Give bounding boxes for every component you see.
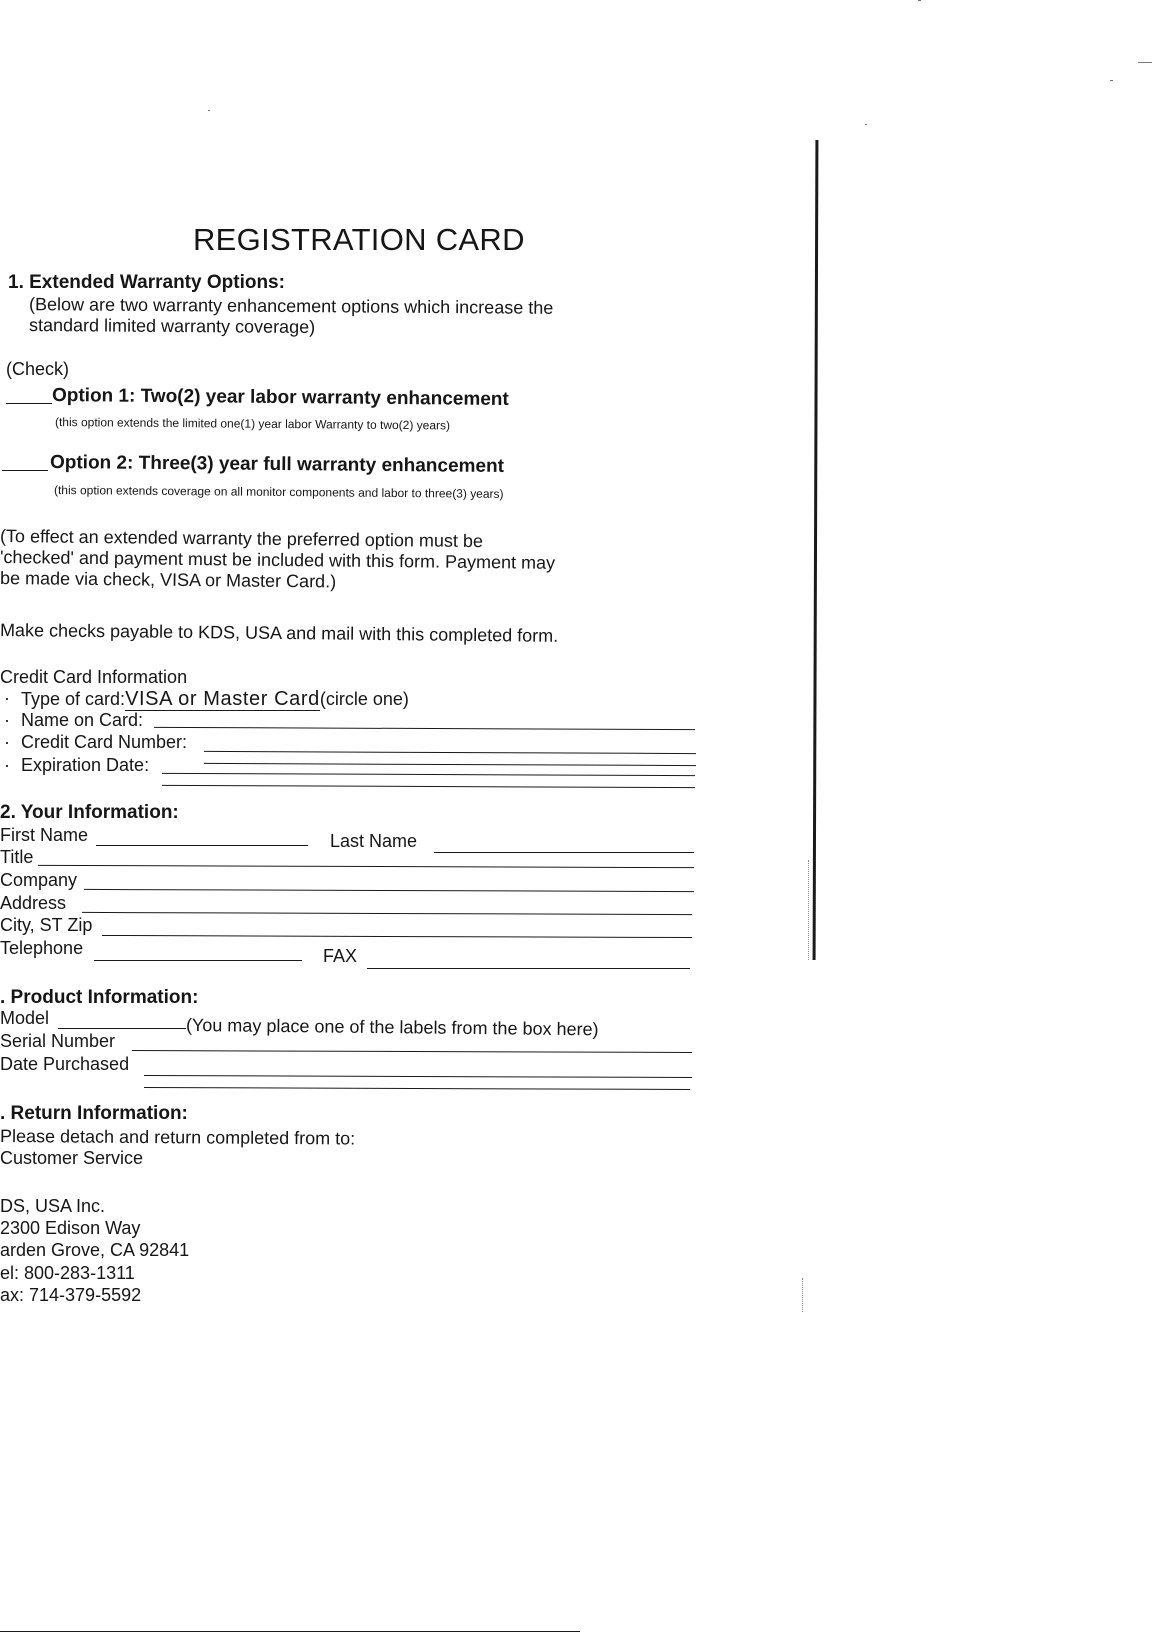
first-name-label: First Name [0, 825, 89, 845]
fax-label: FAX [323, 946, 358, 966]
bullet-1: · [4, 688, 10, 708]
card-type-row [21, 688, 409, 711]
return-address1: DS, USA Inc. [0, 1196, 106, 1216]
telephone-label: Telephone [0, 938, 84, 958]
return-telephone: el: 800-283-1311 [0, 1263, 135, 1283]
scan-edge-line [813, 140, 819, 960]
warranty-intro-line1: (Below are two warranty enhancement options which increase the [28, 294, 554, 318]
address-field[interactable] [82, 912, 692, 915]
section1-heading: 1. Extended Warranty Options: [8, 272, 285, 293]
effect-line1: (To effect an extended warranty the preferred option must be [0, 526, 484, 552]
last-name-field[interactable] [434, 852, 694, 853]
option2-check-blank[interactable] [2, 470, 48, 471]
serial-label: Serial Number [0, 1031, 116, 1051]
scan-speck-5 [865, 124, 867, 125]
return-line1: Please detach and return completed from to: [0, 1126, 356, 1149]
date-purchased-field-underline [144, 1087, 690, 1090]
return-address2: 2300 Edison Way [0, 1218, 141, 1238]
option1-label: Option 1: Two(2) year labor warranty enhancement [51, 385, 509, 410]
fax-field[interactable] [367, 968, 690, 969]
return-line2: Customer Service [0, 1148, 144, 1168]
return-address3: arden Grove, CA 92841 [0, 1240, 190, 1260]
first-name-field[interactable] [96, 845, 308, 846]
date-purchased-label: Date Purchased [0, 1054, 130, 1074]
warranty-intro-line2: standard limited warranty coverage) [28, 315, 316, 337]
bullet-2: · [4, 710, 10, 730]
card-title: REGISTRATION CARD [193, 222, 525, 257]
card-number-field[interactable] [204, 751, 696, 754]
bullet-3: · [4, 732, 10, 752]
scan-speck-2 [1138, 62, 1152, 63]
serial-field[interactable] [132, 1050, 692, 1053]
checks-payable-line: Make checks payable to KDS, USA and mail with this completed form. [0, 620, 559, 646]
option2-label: Option 2: Three(3) year full warranty enhancement [49, 452, 505, 477]
return-fax: ax: 714-379-5592 [0, 1285, 142, 1305]
card-expiration-label: Expiration Date: [21, 755, 150, 775]
company-field[interactable] [84, 889, 694, 892]
card-type-options[interactable]: VISA or Master Card [125, 688, 320, 710]
section2-heading: 2. Your Information: [0, 802, 179, 823]
option1-note: (this option extends the limited one(1) year labor Warranty to two(2) years) [54, 415, 451, 433]
section3-heading: . Product Information: [0, 987, 199, 1008]
card-name-field[interactable] [154, 727, 695, 730]
company-label: Company [0, 870, 78, 890]
model-label: Model [0, 1008, 50, 1028]
date-purchased-field[interactable] [144, 1075, 692, 1078]
title-label: Title [0, 847, 34, 867]
address-label: Address [0, 893, 67, 913]
title-field[interactable] [38, 865, 694, 868]
card-type-suffix: (circle one) [319, 689, 409, 709]
scan-speck-1 [918, 0, 921, 1]
effect-line2: 'checked' and payment must be included with this form. Payment may [0, 547, 556, 573]
section4-heading: . Return Information: [0, 1103, 188, 1124]
option1-check-blank[interactable] [6, 403, 52, 404]
card-name-label: Name on Card: [21, 710, 144, 730]
scan-speck-3 [1110, 80, 1113, 81]
scan-dots-2 [802, 1278, 804, 1312]
model-field[interactable] [58, 1028, 186, 1029]
telephone-field[interactable] [94, 960, 302, 961]
card-expiration-field[interactable] [162, 773, 695, 776]
scan-speck-4 [208, 110, 210, 111]
option2-note: (this option extends coverage on all monitor components and labor to three(3) years) [53, 483, 504, 501]
model-note: (You may place one of the labels from the box here) [185, 1015, 599, 1040]
effect-line3: be made via check, VISA or Master Card.) [0, 568, 337, 592]
check-label: (Check) [6, 359, 70, 379]
city-field[interactable] [102, 935, 692, 938]
city-label: City, ST Zip [0, 915, 93, 935]
card-number-field-underline [204, 763, 696, 766]
bullet-4: · [4, 755, 10, 775]
card-expiration-field-underline [162, 785, 695, 788]
scan-dots-1 [808, 860, 810, 960]
bottom-cut-line [0, 1631, 580, 1632]
card-type-label: Type of card: [21, 689, 126, 709]
credit-heading: Credit Card Information [0, 667, 188, 687]
card-number-label: Credit Card Number: [21, 732, 188, 752]
last-name-label: Last Name [330, 831, 418, 851]
